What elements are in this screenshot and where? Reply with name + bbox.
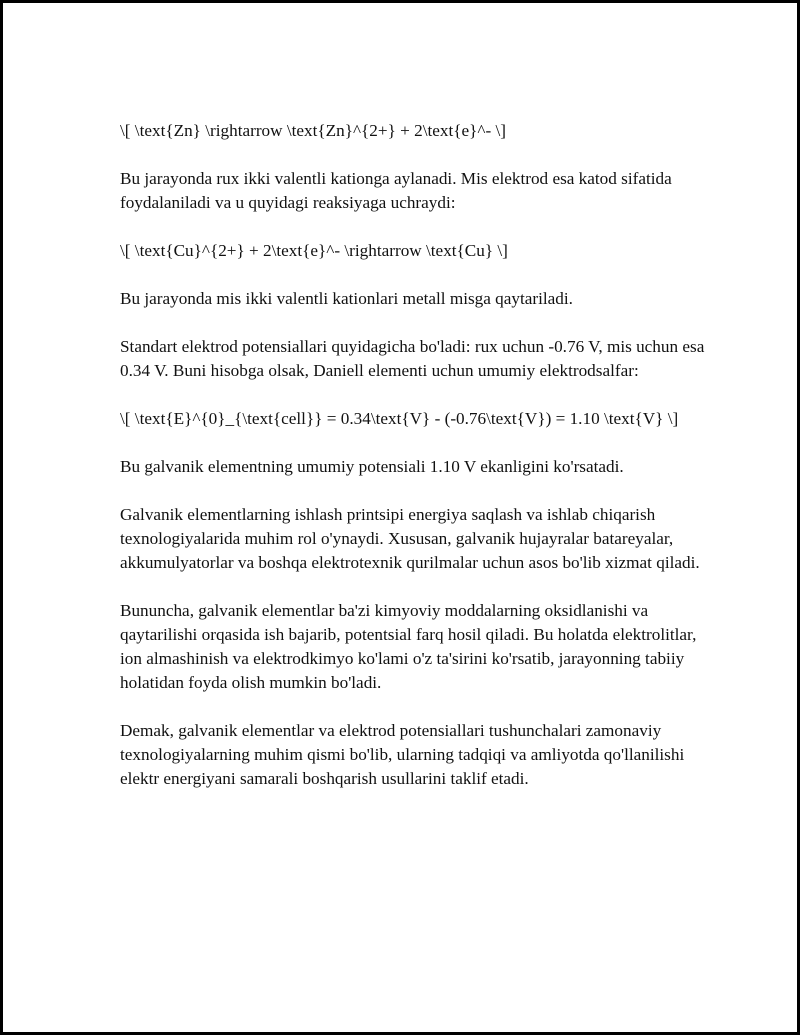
- paragraph-zinc-cation: Bu jarayonda rux ikki valentli kationga aylanadi. Mis elektrod esa katod sifatida foydalaniladi va u quyidagi reaksiyaga uchraydi:: [120, 169, 672, 212]
- paragraph-copper-reduction: Bu jarayonda mis ikki valentli kationlari metall misga qaytariladi.: [120, 289, 573, 308]
- paragraph-working-principle: Galvanik elementlarning ishlash printsipi energiya saqlash va ishlab chiqarish texnologiyalarida muhim rol o'ynaydi. Xususan, galvanik hujayralar batareyalar, akkumulyatorlar va boshqa elektrotexnik qurilmalar uchun asos bo'lib xizmat qiladi.: [120, 505, 700, 572]
- paragraph-redox-processes: Bununcha, galvanik elementlar ba'zi kimyoviy moddalarning oksidlanishi va qaytarilishi orqasida ish bajarib, potentsial farq hosil qiladi. Bu holatda elektrolitlar, ion almashinish va elektrodkimyo ko'lami o'z ta'sirini ko'rsatib, jarayonning tabiiy holatidan foyda olish mumkin bo'ladi.: [120, 601, 697, 692]
- equation-cell-potential: \[ \text{E}^{0}_{\text{cell}} = 0.34\text{V} - (-0.76\text{V}) = 1.10 \text{V} \]: [120, 409, 679, 428]
- paragraph-conclusion: Demak, galvanik elementlar va elektrod potensiallari tushunchalari zamonaviy texnologiyalarning muhim qismi bo'lib, ularning tadqiqi va amliyotda qo'llanilishi elektr energiyani samarali boshqarish usullarini taklif etadi.: [120, 721, 685, 788]
- paragraph-standard-potentials: Standart elektrod potensiallari quyidagicha bo'ladi: rux uchun -0.76 V, mis uchun esa 0.34 V. Buni hisobga olsak, Daniell elementi uchun umumiy elektrodsalfar:: [120, 337, 705, 380]
- document-body: [120, 119, 710, 791]
- paragraph-total-potential: Bu galvanik elementning umumiy potensiali 1.10 V ekanligini ko'rsatadi.: [120, 457, 624, 476]
- equation-zinc-oxidation: \[ \text{Zn} \rightarrow \text{Zn}^{2+} + 2\text{e}^- \]: [120, 121, 506, 140]
- equation-copper-reduction: \[ \text{Cu}^{2+} + 2\text{e}^- \rightarrow \text{Cu} \]: [120, 241, 508, 260]
